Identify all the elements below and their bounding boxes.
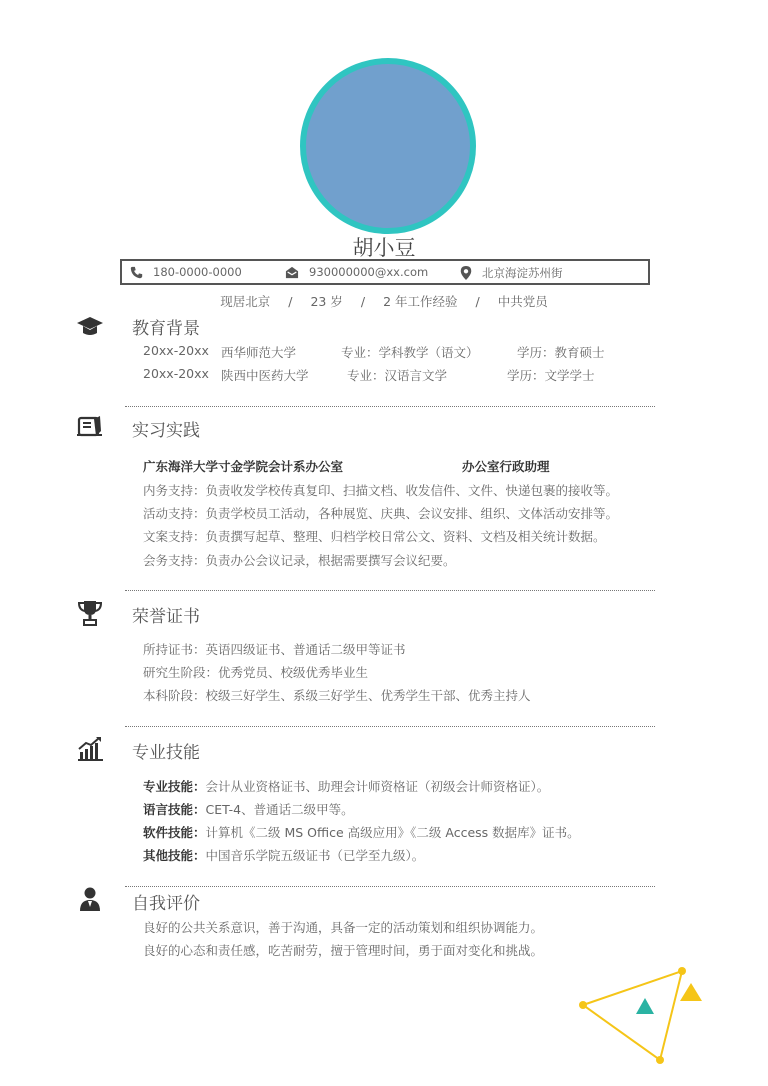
skill-item [143, 777, 549, 795]
trophy-icon [76, 599, 104, 627]
candidate-name: 胡小豆 [352, 236, 416, 260]
section-title-education: 教育背景 [132, 319, 200, 339]
honor-item: 本科阶段：校级三好学生、系级三好学生、优秀学生干部、优秀主持人 [143, 688, 531, 703]
phone-text: 180-0000-0000 [153, 265, 242, 279]
education-period: 20xx-20xx [143, 343, 209, 358]
education-degree: 学历：教育硕士 [517, 345, 605, 360]
skill-item [143, 800, 354, 818]
contact-phone [130, 265, 242, 279]
education-degree: 学历：文学学士 [507, 368, 595, 383]
education-major: 专业：汉语言文学 [347, 368, 448, 383]
internship-item: 内务支持：负责收发学校传真复印、扫描文档、收发信件、文件、快递包裹的接收等。 [143, 483, 619, 498]
skill-text: 中国音乐学院五级证书（已学至九级）。 [205, 848, 425, 863]
self-eval-item: 良好的心态和责任感，吃苦耐劳，擅于管理时间，勇于面对变化和挑战。 [143, 943, 544, 958]
education-row [143, 366, 209, 381]
skill-item [143, 823, 580, 841]
meta-age: 23 岁 [310, 294, 343, 309]
meta-location: 现居北京 [220, 294, 271, 309]
internship-item: 文案支持：负责撰写起草、整理、归档学校日常公文、资料、文档及相关统计数据。 [143, 529, 606, 544]
meta-experience: 2 年工作经验 [383, 294, 458, 309]
meta-politics: 中共党员 [497, 294, 548, 309]
yellow-triangle-icon [680, 983, 702, 1001]
address-text: 北京海淀苏州街 [482, 266, 563, 280]
skill-label: 专业技能： [143, 779, 206, 794]
meta-separator: / [360, 294, 366, 309]
growth-chart-icon [76, 735, 104, 763]
internship-position: 办公室行政助理 [462, 459, 550, 474]
skill-text: 会计从业资格证书、助理会计师资格证（初级会计师资格证）。 [205, 779, 550, 794]
skill-label: 软件技能： [143, 825, 206, 840]
meta-separator: / [288, 294, 293, 309]
education-school: 西华师范大学 [221, 345, 297, 360]
teal-triangle-icon [636, 998, 654, 1014]
decorative-triangles [572, 960, 712, 1070]
skill-text: 计算机《二级 MS Office 高级应用》《二级 Access 数据库》证书。 [205, 825, 580, 840]
skill-label: 语言技能： [143, 802, 206, 817]
personal-meta [0, 292, 768, 310]
section-title-skills: 专业技能 [132, 743, 200, 763]
graduation-cap-icon [76, 313, 104, 341]
section-title-honors: 荣誉证书 [132, 607, 200, 627]
section-divider [125, 886, 655, 887]
contact-bar [120, 259, 650, 285]
skill-text: CET-4、普通话二级甲等。 [205, 802, 354, 817]
contact-address [460, 265, 563, 281]
meta-separator: / [475, 294, 480, 309]
education-period: 20xx-20xx [143, 366, 209, 381]
section-title-internship: 实习实践 [132, 421, 200, 441]
honor-item: 所持证书：英语四级证书、普通话二级甲等证书 [143, 642, 406, 657]
education-school: 陕西中医药大学 [221, 368, 309, 383]
section-divider [125, 590, 655, 591]
contact-email [285, 265, 428, 279]
section-divider [125, 406, 655, 407]
internship-item: 活动支持：负责学校员工活动，各种展览、庆典、会议安排、组织、文体活动安排等。 [143, 506, 619, 521]
self-eval-item: 良好的公共关系意识，善于沟通，具备一定的活动策划和组织协调能力。 [143, 920, 544, 935]
skill-item [143, 846, 424, 864]
person-icon [76, 885, 104, 913]
internship-company: 广东海洋大学寸金学院会计系办公室 [143, 459, 344, 474]
envelope-icon [285, 266, 299, 279]
avatar [300, 58, 476, 234]
internship-item: 会务支持：负责办公会议记录，根据需要撰写会议纪要。 [143, 553, 456, 568]
phone-icon [130, 266, 143, 279]
notebook-icon [76, 413, 104, 441]
honor-item: 研究生阶段：优秀党员、校级优秀毕业生 [143, 665, 369, 680]
email-text: 930000000@xx.com [309, 265, 429, 279]
education-row [143, 343, 209, 358]
section-title-self-evaluation: 自我评价 [132, 894, 200, 914]
section-divider [125, 726, 655, 727]
skill-label: 其他技能： [143, 848, 206, 863]
map-pin-icon [460, 266, 472, 280]
education-major: 专业：学科教学（语文） [341, 345, 479, 360]
